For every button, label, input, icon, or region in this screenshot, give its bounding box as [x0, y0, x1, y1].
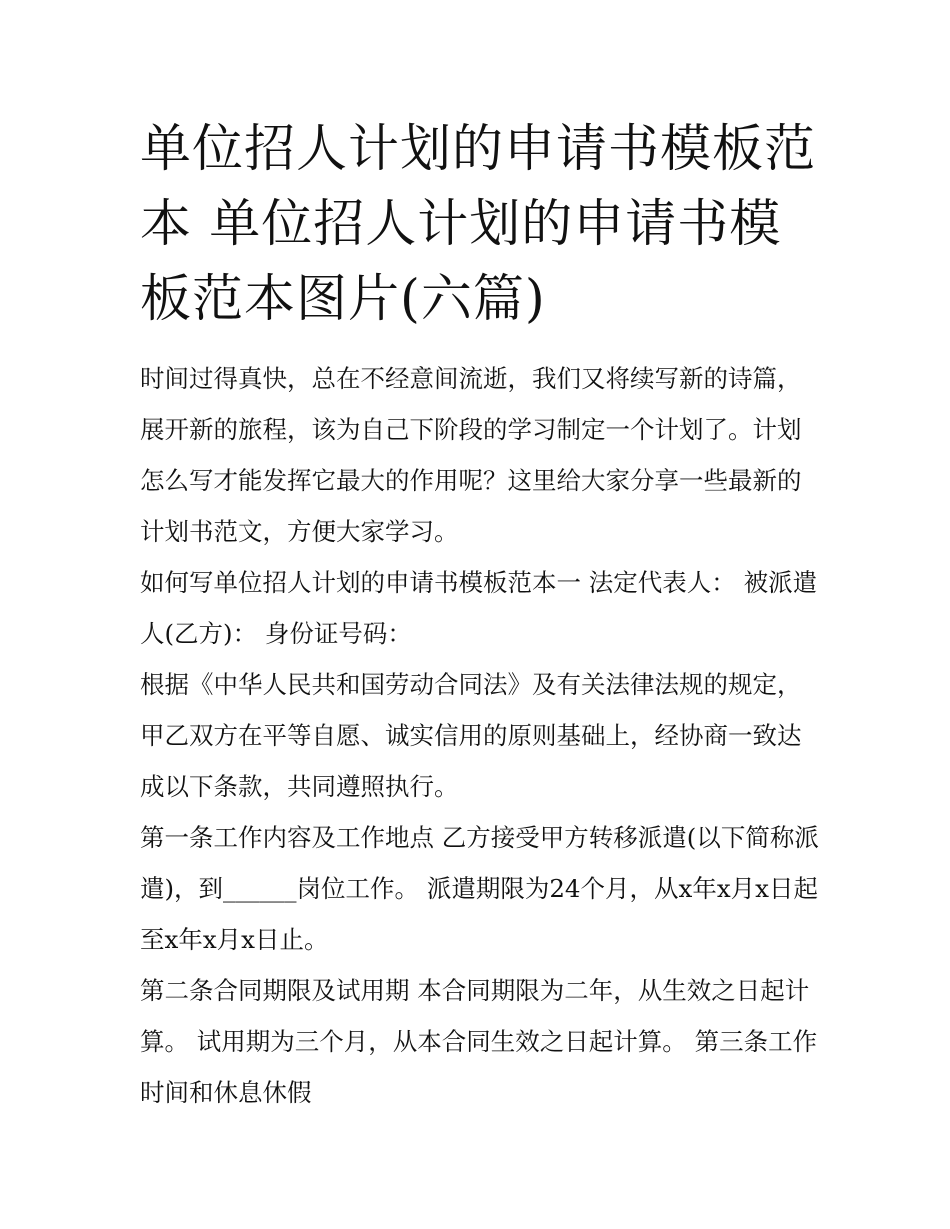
paragraph-article-one: 第一条工作内容及工作地点 乙方接受甲方转移派遣(以下简称派遣)，到______岗位工作。 派遣期限为24个月，从x年x月x日起至x年x月x日止。 [140, 823, 819, 954]
paragraph-intro: 时间过得真快，总在不经意间流逝，我们又将续写新的诗篇，展开新的旅程，该为自己下阶段的学习制定一个计划了。计划怎么写才能发挥它最大的作用呢？这里给大家分享一些最新的计划书范文，方便大家学习。 [140, 364, 802, 546]
paragraph-template-one-parties: 如何写单位招人计划的申请书模板范本一 法定代表人： 被派遣人(乙方)： 身份证号码： [140, 568, 818, 648]
paragraph-legal-basis: 根据《中华人民共和国劳动合同法》及有关法律法规的规定，甲乙双方在平等自愿、诚实信用的原则基础上，经协商一致达成以下条款，共同遵照执行。 [140, 670, 802, 801]
document-title: 单位招人计划的申请书模板范本 单位招人计划的申请书模板范本图片(六篇) [140, 120, 817, 329]
paragraph-article-two: 第二条合同期限及试用期 本合同期限为二年，从生效之日起计算。 试用期为三个月，从本合同生效之日起计算。 第三条工作时间和休息休假 [140, 976, 818, 1107]
document-body [140, 112, 820, 1118]
